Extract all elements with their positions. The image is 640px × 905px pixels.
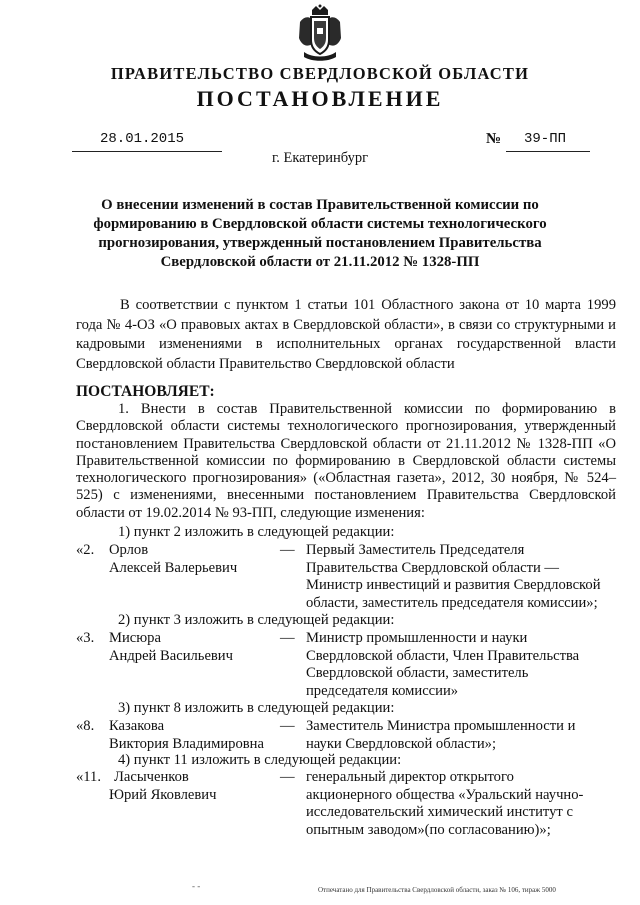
entry-dash: — [280, 630, 295, 646]
instruction-1: 1) пункт 2 изложить в следующей редакции: [118, 524, 395, 540]
member-name: Юрий Яковлевич [109, 786, 217, 803]
member-name: Андрей Васильевич [109, 647, 233, 664]
position-line: науки Свердловской области»; [306, 735, 497, 752]
entry-label: «8. [76, 718, 95, 734]
member-surname: Мисюра [109, 630, 161, 646]
member-name: Алексей Валерьевич [109, 559, 238, 576]
entry-dash: — [280, 769, 295, 785]
position-line: акционерного общества «Уральский научно- [306, 786, 584, 803]
paragraph-1: 1. Внести в состав Правительственной комиссии по формированию в Свердловской области системы технологического прогнозирования, утвержденный постановлением Правительства Свердловской области от 21.11.2012 № 1328-ПП «О Правительственной комиссии по формированию в Свердловской области системы технологического прогнозирования» («Областная газета», 2012, 30 ноября, № 524–525) с изменениями, внесенными постановлением Правительства Свердловской области от 19.02.2014 № 93-ПП, следующие изменения: [76, 401, 616, 521]
instruction-4: 4) пункт 11 изложить в следующей редакции: [118, 752, 402, 768]
member-position [306, 718, 636, 753]
government-name: ПРАВИТЕЛЬСТВО СВЕРДЛОВСКОЙ ОБЛАСТИ [110, 64, 530, 83]
print-note: Отпечатано для Правительства Свердловской области, заказ № 106, тираж 5000 [318, 886, 556, 894]
entry-dash: — [280, 718, 295, 734]
position-line: Министр промышленности и науки [306, 630, 528, 646]
position-line: генеральный директор открытого [306, 769, 514, 785]
position-line: Свердловской области, Член Правительства [306, 647, 580, 664]
member-name: Виктория Владимировна [109, 735, 264, 752]
city: г. Екатеринбург [271, 150, 369, 166]
entry-label: «2. [76, 542, 95, 558]
position-line: Свердловской области, заместитель [306, 665, 529, 682]
member-surname: Ласыченков [114, 769, 189, 785]
member-entry-8 [76, 718, 636, 754]
member-entry-11 [76, 769, 636, 841]
position-line: области, заместитель председателя комиссии»; [306, 595, 598, 612]
member-position [306, 769, 636, 840]
coat-of-arms-icon [296, 4, 344, 62]
footer-mark: - - [192, 881, 201, 891]
member-position [306, 630, 636, 701]
member-surname: Орлов [109, 542, 149, 558]
entry-label: «11. [76, 769, 101, 785]
member-entry-3 [76, 630, 636, 702]
member-surname: Казакова [109, 718, 165, 734]
position-line: председателя комиссии» [306, 683, 459, 700]
document-date: 28.01.2015 [99, 131, 184, 147]
instruction-3: 3) пункт 8 изложить в следующей редакции: [118, 700, 395, 716]
document-number: 39-ПП [523, 131, 566, 147]
position-line: Первый Заместитель Председателя [306, 542, 525, 558]
number-sign: № [486, 131, 502, 147]
document-title: О внесении изменений в состав Правительственной комиссии по формированию в Свердловской области системы технологического прогнозирования, утвержденный постановлением Правительства Свердловской области от 21.11.2012 № 1328-ПП [93, 197, 547, 270]
document-type: ПОСТАНОВЛЕНИЕ [196, 86, 444, 111]
entry-label: «3. [76, 630, 95, 646]
entry-dash: — [280, 542, 295, 558]
intro-paragraph: В соответствии с пунктом 1 статьи 101 Областного закона от 10 марта 1999 года № 4-ОЗ «О правовых актах в Свердловской области», в связи со структурными и кадровыми изменениями в исполнительных органах государственной власти Свердловской области Правительство Свердловской области [76, 297, 616, 372]
position-line: исследовательский химический институт с [306, 804, 573, 821]
member-entry-2 [76, 542, 636, 614]
position-line: Заместитель Министра промышленности и [306, 718, 576, 734]
position-line: Министр инвестиций и развития Свердловской [306, 577, 601, 594]
position-line: Правительства Свердловской области — [306, 559, 560, 576]
position-line: опытным заводом»(по согласованию)»; [306, 822, 551, 839]
decree-word: ПОСТАНОВЛЯЕТ: [76, 383, 215, 400]
instruction-2: 2) пункт 3 изложить в следующей редакции: [118, 612, 395, 628]
member-position [306, 542, 636, 613]
